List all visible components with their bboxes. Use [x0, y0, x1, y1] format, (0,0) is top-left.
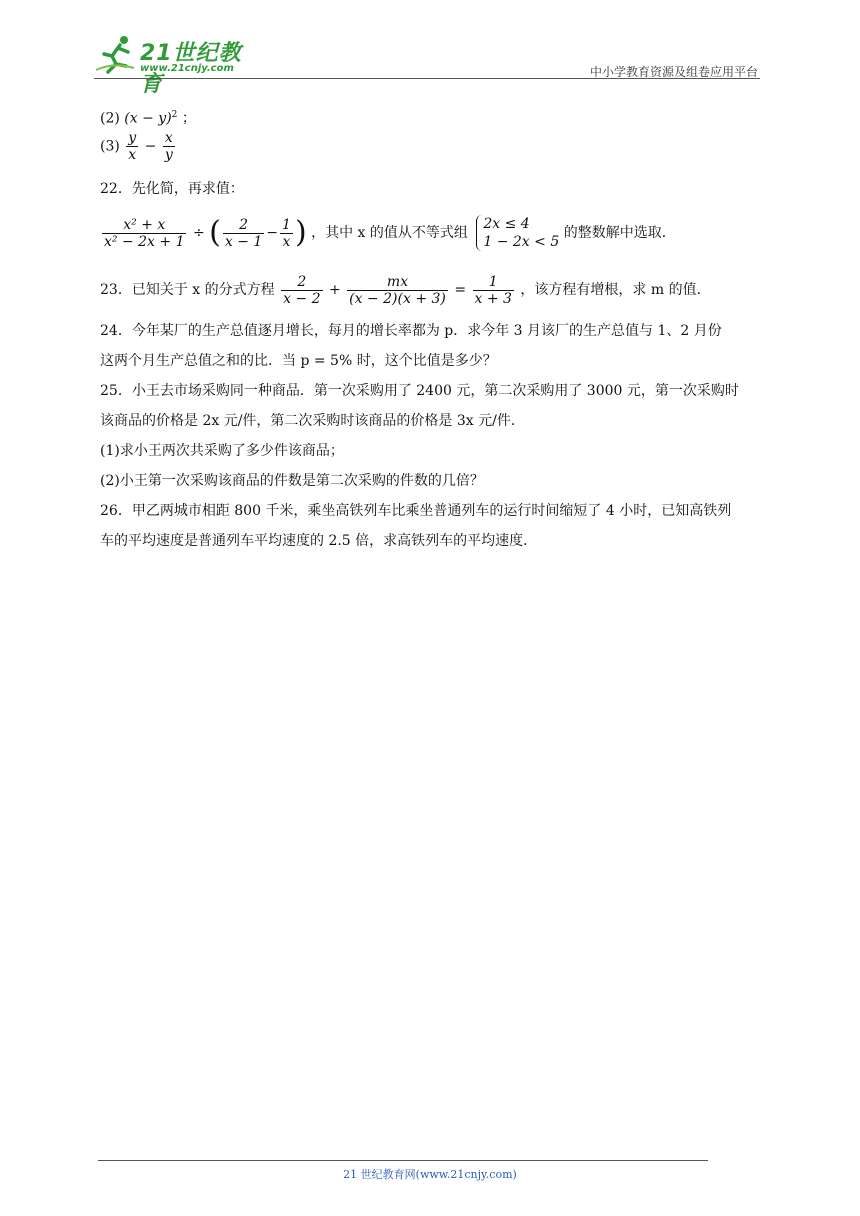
inequality-system [476, 215, 559, 251]
frac-denominator: x − 2 [283, 290, 321, 307]
q23-text-b: ，该方程有增根，求 m 的值． [520, 282, 711, 298]
q21-part3 [100, 130, 760, 174]
q24-line2: 这两个月生产总值之和的比．当 p = 5% 时，这个比值是多少？ [100, 353, 497, 369]
frac-numerator: x [164, 130, 173, 146]
q22-frac3 [280, 217, 293, 250]
footer-link[interactable]: 21 世纪教育网(www.21cnjy.com) [343, 1168, 517, 1181]
minus-sign: − [266, 225, 279, 241]
frac-numerator: y [128, 130, 137, 146]
frac-denominator: x + 3 [474, 290, 512, 307]
q21-2-expr: (x − y) [124, 110, 172, 127]
q23-frac1 [281, 274, 322, 307]
logo-url: www.21cnjy.com [140, 63, 234, 74]
q21-2-tail: ； [181, 110, 196, 127]
frac-denominator: (x − 2)(x + 3) [349, 290, 446, 307]
q23-frac3 [473, 274, 514, 307]
q26-line2: 车的平均速度是普通列车平均速度的 2.5 倍，求高铁列车的平均速度． [100, 533, 538, 549]
logo-text: 21世纪教育 [140, 41, 242, 97]
q25-line1: 25．小王去市场采购同一种商品．第一次采购用了 2400 元，第二次采购用了 3000 元，第一次采购时 [100, 383, 739, 399]
runner-logo-icon [94, 34, 138, 74]
right-paren: ) [294, 215, 307, 250]
site-logo[interactable] [94, 34, 264, 97]
question-content [100, 100, 760, 556]
q22-frac1 [102, 217, 186, 250]
frac-denominator: x [280, 233, 293, 250]
q23-frac2 [347, 274, 448, 307]
q25-line2: 该商品的价格是 2x 元/件，第二次采购时该商品的价格是 3x 元/件． [100, 413, 525, 429]
divide-sign: ÷ [192, 225, 205, 241]
inequality-2: 1 − 2x < 5 [483, 234, 560, 250]
q22-end-text: 的整数解中选取． [563, 225, 676, 241]
q25-sub1: (1)求小王两次共采购了多少件该商品； [100, 443, 344, 459]
frac-denominator: y [164, 147, 173, 163]
q22-expression [100, 206, 760, 260]
q21-3-frac-x-over-y [163, 130, 175, 163]
frac-numerator: 1 [488, 273, 498, 290]
frac-denominator: x [126, 146, 138, 163]
minus-sign: − [144, 138, 157, 155]
q25-sub2: (2)小王第一次采购该商品的件数是第二次采购的件数的几倍？ [100, 473, 484, 489]
q26-line1: 26．甲乙两城市相距 800 千米，乘坐高铁列车比乘坐普通列车的运行时间缩短了 4 小时，已知高铁列 [100, 503, 732, 519]
frac-denominator: x − 1 [224, 233, 263, 250]
q23-text-a: 23．已知关于 x 的分式方程 [100, 282, 275, 298]
q21-2-exponent: 2 [171, 110, 178, 120]
q22-mid-text: ，其中 x 的值从不等式组 [311, 225, 468, 241]
frac-numerator: x² + x [123, 216, 166, 233]
frac-denominator: x² − 2x + 1 [104, 233, 185, 250]
frac-numerator: 2 [239, 216, 249, 233]
q21-2-label: (2) [100, 110, 120, 127]
q21-part2 [100, 100, 760, 130]
q21-3-label: (3) [100, 138, 120, 155]
header-tagline: 中小学教育资源及组卷应用平台 [589, 65, 758, 79]
header-divider [94, 78, 760, 79]
footer-divider [98, 1160, 708, 1161]
page-header [94, 30, 760, 97]
left-paren: ( [209, 215, 221, 250]
equals-sign: = [454, 282, 467, 298]
inequality-1: 2x ≤ 4 [483, 216, 530, 232]
q24-line1: 24．今年某厂的生产总值逐月增长，每月的增长率都为 p．求今年 3 月该厂的生产总值与 1、2 月份 [100, 323, 722, 339]
q22-title: 22．先化简，再求值： [100, 181, 244, 197]
q22-frac2 [223, 217, 264, 250]
frac-numerator: 2 [297, 273, 307, 290]
q23 [100, 264, 760, 316]
frac-numerator: mx [386, 273, 409, 290]
q21-3-frac-y-over-x [126, 130, 138, 163]
frac-numerator: 1 [282, 216, 291, 233]
plus-sign: + [328, 282, 341, 298]
